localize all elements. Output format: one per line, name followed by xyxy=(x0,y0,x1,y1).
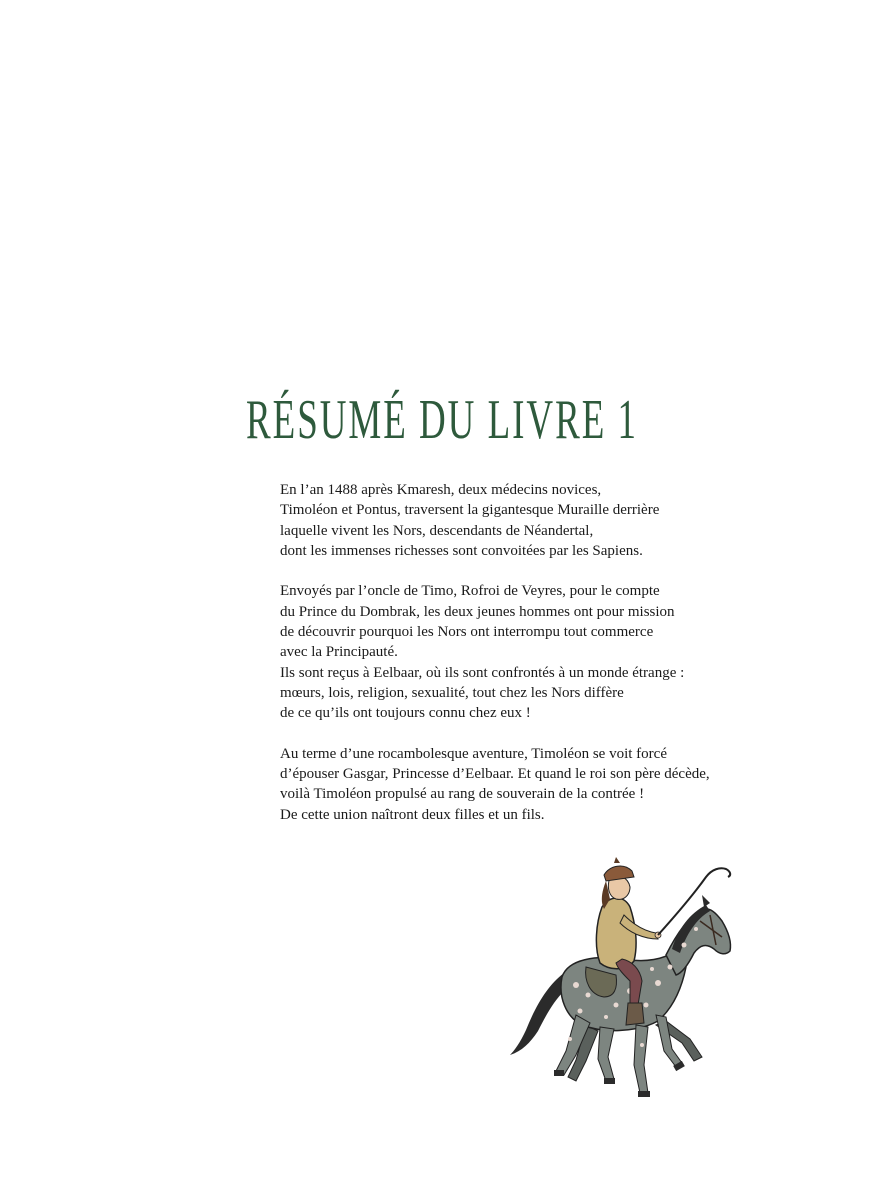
text-line: mœurs, lois, religion, sexualité, tout chez les Nors diffère xyxy=(280,684,624,701)
rider-on-horse-icon xyxy=(506,855,740,1105)
summary-paragraph xyxy=(280,744,750,825)
text-line: de ce qu’ils ont toujours connu chez eux ! xyxy=(280,705,531,722)
text-line: De cette union naîtront deux filles et un fils. xyxy=(280,806,545,823)
summary-paragraph xyxy=(280,581,750,723)
summary-text xyxy=(280,480,750,845)
page-title: RÉSUMÉ DU LIVRE 1 xyxy=(246,389,638,451)
text-line: Envoyés par l’oncle de Timo, Rofroi de Veyres, pour le compte xyxy=(280,583,660,600)
text-line: En l’an 1488 après Kmaresh, deux médecins novices, xyxy=(280,482,602,498)
text-line: Timoléon et Pontus, traversent la gigantesque Muraille derrière xyxy=(280,502,660,519)
text-line: dont les immenses richesses sont convoitées par les Sapiens. xyxy=(280,542,643,559)
text-line: Ils sont reçus à Eelbaar, où ils sont confrontés à un monde étrange : xyxy=(280,664,685,681)
text-line: laquelle vivent les Nors, descendants de Néandertal, xyxy=(280,522,594,539)
text-line: de découvrir pourquoi les Nors ont interrompu tout commerce xyxy=(280,624,654,641)
text-line: du Prince du Dombrak, les deux jeunes hommes ont pour mission xyxy=(280,603,675,620)
text-line: Au terme d’une rocambolesque aventure, Timoléon se voit forcé xyxy=(280,745,667,762)
text-line: voilà Timoléon propulsé au rang de souverain de la contrée ! xyxy=(280,786,645,803)
text-line: d’épouser Gasgar, Princesse d’Eelbaar. Et quand le roi son père décède, xyxy=(280,766,710,783)
summary-paragraph xyxy=(280,480,750,561)
text-line: avec la Principauté. xyxy=(280,644,398,661)
